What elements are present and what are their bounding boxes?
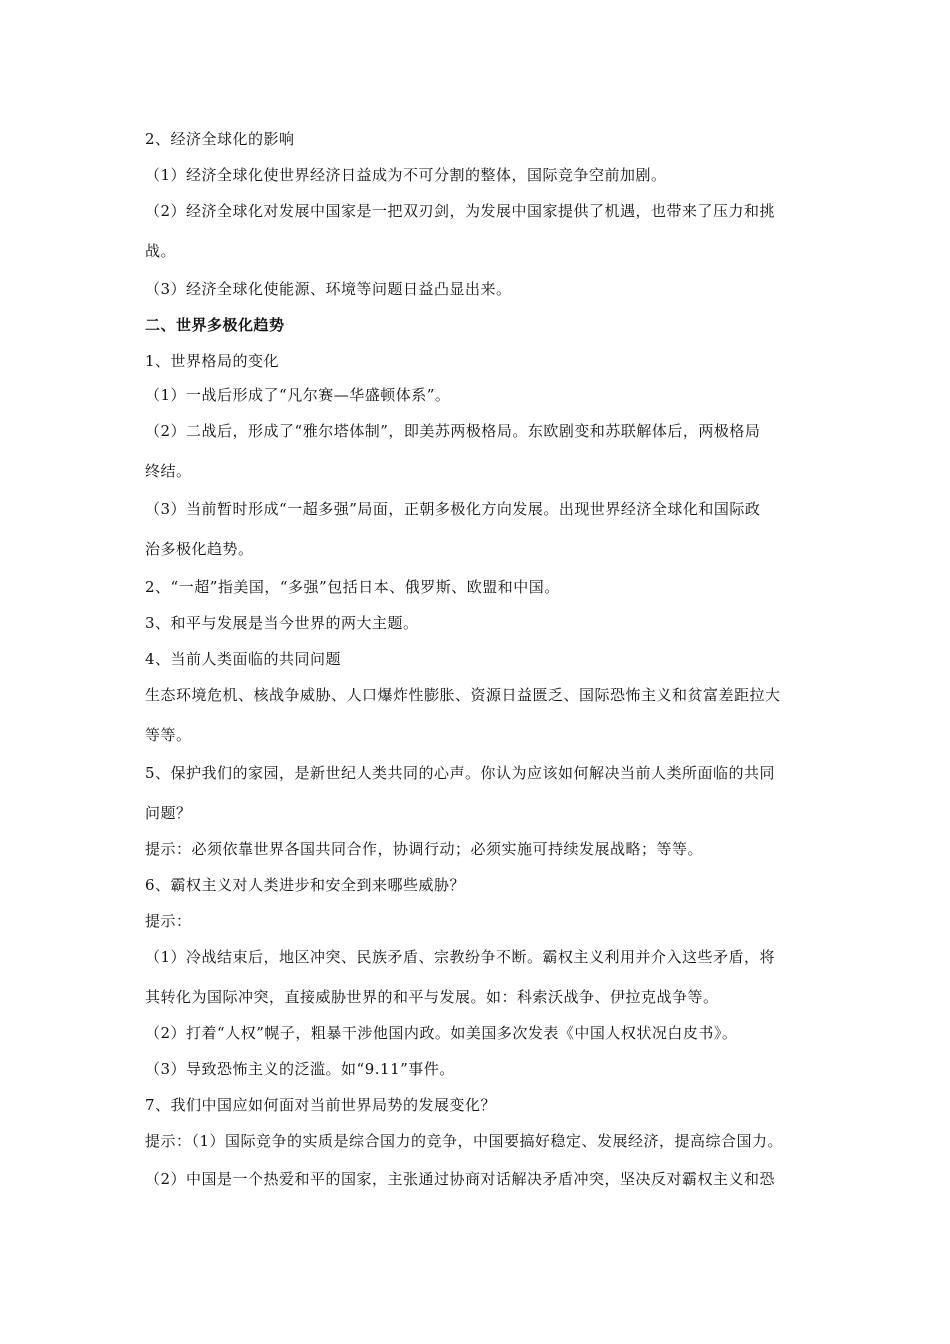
paragraph: （2）中国是一个热爱和平的国家，主张通过协商对话解决矛盾冲突，坚决反对霸权主义和恐 <box>145 1170 776 1188</box>
question: 问题？ <box>145 804 192 822</box>
hint: 提示：（1）国际竞争的实质是综合国力的竞争，中国要搞好稳定、发展经济，提高综合国力。 <box>145 1132 784 1150</box>
paragraph: （1）一战后形成了“凡尔赛—华盛顿体系”。 <box>145 386 451 404</box>
paragraph: （2）二战后，形成了“雅尔塔体制”，即美苏两极格局。东欧剧变和苏联解体后，两极格局 <box>145 422 761 440</box>
heading-world-pattern: 1、世界格局的变化 <box>145 352 280 370</box>
paragraph: 2、“一超”指美国，“多强”包括日本、俄罗斯、欧盟和中国。 <box>145 578 560 596</box>
paragraph: （2）打着“人权”幌子，粗暴干涉他国内政。如美国多次发表《中国人权状况白皮书》。 <box>145 1024 738 1042</box>
heading-globalization-impact: 2、经济全球化的影响 <box>145 130 295 148</box>
paragraph: 治多极化趋势。 <box>145 540 254 558</box>
question: 6、霸权主义对人类进步和安全到来哪些威胁？ <box>145 876 466 894</box>
paragraph: 终结。 <box>145 462 192 480</box>
paragraph: （1）冷战结束后，地区冲突、民族矛盾、宗教纷争不断。霸权主义利用并介入这些矛盾，将 <box>145 948 776 966</box>
paragraph: （2）经济全球化对发展中国家是一把双刃剑，为发展中国家提供了机遇，也带来了压力和挑 <box>145 202 776 220</box>
paragraph: （1）经济全球化使世界经济日益成为不可分割的整体，国际竞争空前加剧。 <box>145 166 667 184</box>
question: 7、我们中国应如何面对当前世界局势的发展变化？ <box>145 1096 497 1114</box>
paragraph: （3）经济全球化使能源、环境等问题日益凸显出来。 <box>145 280 512 298</box>
hint: 提示：必须依靠世界各国共同合作，协调行动；必须实施可持续发展战略；等等。 <box>145 840 704 858</box>
section-heading-multipolarity: 二、世界多极化趋势 <box>145 316 285 334</box>
hint-label: 提示： <box>145 912 192 930</box>
question: 5、保护我们的家园，是新世纪人类共同的心声。你认为应该如何解决当前人类所面临的共同 <box>145 764 776 782</box>
paragraph: 生态环境危机、核战争威胁、人口爆炸性膨胀、资源日益匮乏、国际恐怖主义和贫富差距拉大 <box>145 686 781 704</box>
paragraph: 等等。 <box>145 726 192 744</box>
paragraph: （3）当前暂时形成“一超多强”局面，正朝多极化方向发展。出现世界经济全球化和国际政 <box>145 500 761 518</box>
paragraph: 其转化为国际冲突，直接威胁世界的和平与发展。如：科索沃战争、伊拉克战争等。 <box>145 988 719 1006</box>
paragraph: 战。 <box>145 242 177 260</box>
paragraph: 3、和平与发展是当今世界的两大主题。 <box>145 614 419 632</box>
paragraph: （3）导致恐怖主义的泛滥。如“9.11”事件。 <box>145 1060 455 1078</box>
heading-common-problems: 4、当前人类面临的共同问题 <box>145 650 342 668</box>
